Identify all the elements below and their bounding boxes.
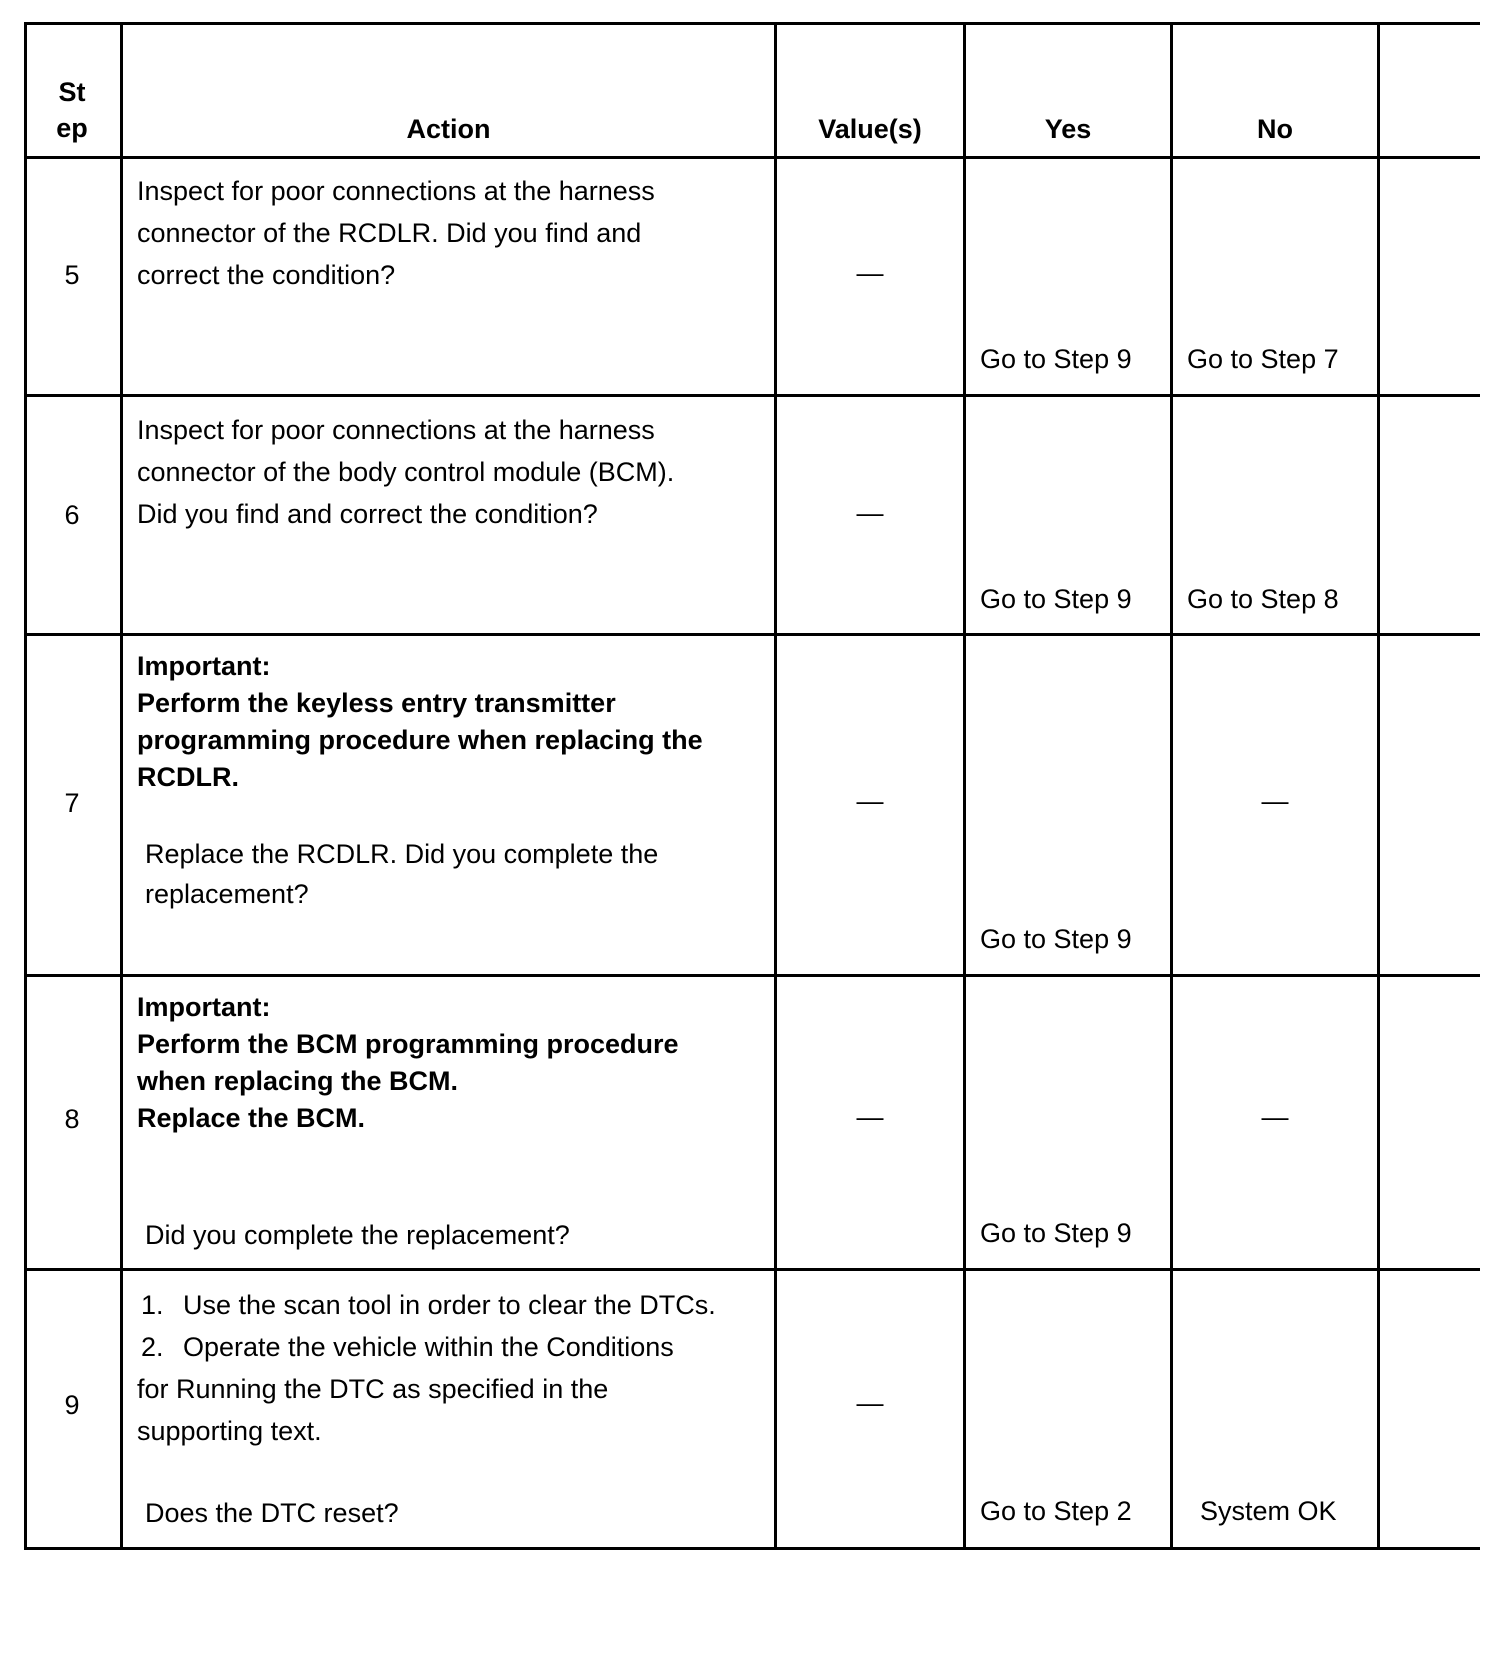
action-line: Replace the RCDLR. Did you complete the	[145, 839, 659, 869]
yes-goto: Go to Step 9	[980, 584, 1132, 614]
action-text	[145, 834, 658, 914]
value-dash: —	[856, 498, 884, 528]
header-values: Value(s)	[818, 114, 922, 144]
diagnostic-table	[24, 22, 1480, 1650]
table-border-top	[24, 22, 1480, 25]
row-divider	[24, 633, 1480, 636]
action-text	[137, 409, 674, 535]
list-item	[137, 1326, 716, 1368]
header-divider	[24, 156, 1480, 159]
header-no: No	[1257, 114, 1293, 144]
action-line: Inspect for poor connections at the harness	[137, 415, 655, 445]
important-label: Important:	[137, 651, 271, 681]
action-line: Did you find and correct the condition?	[137, 499, 598, 529]
important-line: Replace the BCM.	[137, 1103, 366, 1133]
action-line: Does the DTC reset?	[145, 1498, 399, 1528]
value-dash: —	[856, 1102, 884, 1132]
important-line: Perform the keyless entry transmitter	[137, 688, 616, 718]
column-divider	[963, 22, 966, 1550]
table-border-right	[1377, 22, 1380, 1550]
step-number: 9	[64, 1390, 80, 1420]
step-number: 7	[64, 788, 80, 818]
no-goto: Go to Step 7	[1187, 344, 1339, 374]
row-divider	[24, 394, 1480, 397]
header-step-line2: ep	[56, 113, 88, 143]
action-line: correct the condition?	[137, 260, 396, 290]
value-dash: —	[856, 1388, 884, 1418]
list-number: 2.	[141, 1332, 164, 1362]
action-line: connector of the RCDLR. Did you find and	[137, 218, 642, 248]
important-line: when replacing the BCM.	[137, 1066, 459, 1096]
continuation-line: supporting text.	[137, 1416, 322, 1446]
action-text	[137, 1284, 716, 1452]
action-text	[137, 170, 655, 296]
important-line: RCDLR.	[137, 762, 239, 792]
list-text: Operate the vehicle within the Conditions	[183, 1332, 674, 1362]
header-step	[24, 74, 120, 146]
list-item	[137, 1284, 716, 1326]
no-dash: —	[1261, 1102, 1289, 1132]
value-dash: —	[856, 786, 884, 816]
action-line: Did you complete the replacement?	[145, 1220, 570, 1250]
step-number: 8	[64, 1104, 80, 1134]
value-dash: —	[856, 258, 884, 288]
action-text	[145, 1214, 570, 1256]
important-line: programming procedure when replacing the	[137, 725, 703, 755]
row-divider	[24, 1268, 1480, 1271]
action-line: Inspect for poor connections at the harness	[137, 176, 655, 206]
header-action: Action	[406, 114, 491, 144]
list-text: Use the scan tool in order to clear the DTCs.	[183, 1290, 716, 1320]
yes-goto: Go to Step 2	[980, 1496, 1132, 1526]
step-number: 6	[64, 500, 80, 530]
action-text	[145, 1492, 399, 1534]
important-label: Important:	[137, 992, 271, 1022]
yes-goto: Go to Step 9	[980, 1218, 1132, 1248]
no-dash: —	[1261, 786, 1289, 816]
table-border-bottom	[24, 1547, 1480, 1550]
no-goto: Go to Step 8	[1187, 584, 1339, 614]
action-line: connector of the body control module (BCM).	[137, 457, 675, 487]
header-yes: Yes	[1044, 114, 1092, 144]
no-goto: System OK	[1200, 1496, 1337, 1526]
important-note	[137, 648, 703, 796]
list-number: 1.	[141, 1290, 164, 1320]
yes-goto: Go to Step 9	[980, 344, 1132, 374]
step-number: 5	[64, 260, 80, 290]
action-line: replacement?	[145, 879, 309, 909]
column-divider	[120, 22, 123, 1550]
header-step-line1: St	[58, 77, 86, 107]
table-border-left	[24, 22, 27, 1550]
row-divider	[24, 974, 1480, 977]
yes-goto: Go to Step 9	[980, 924, 1132, 954]
continuation-line: for Running the DTC as specified in the	[137, 1374, 609, 1404]
important-line: Perform the BCM programming procedure	[137, 1029, 679, 1059]
important-note	[137, 989, 679, 1137]
